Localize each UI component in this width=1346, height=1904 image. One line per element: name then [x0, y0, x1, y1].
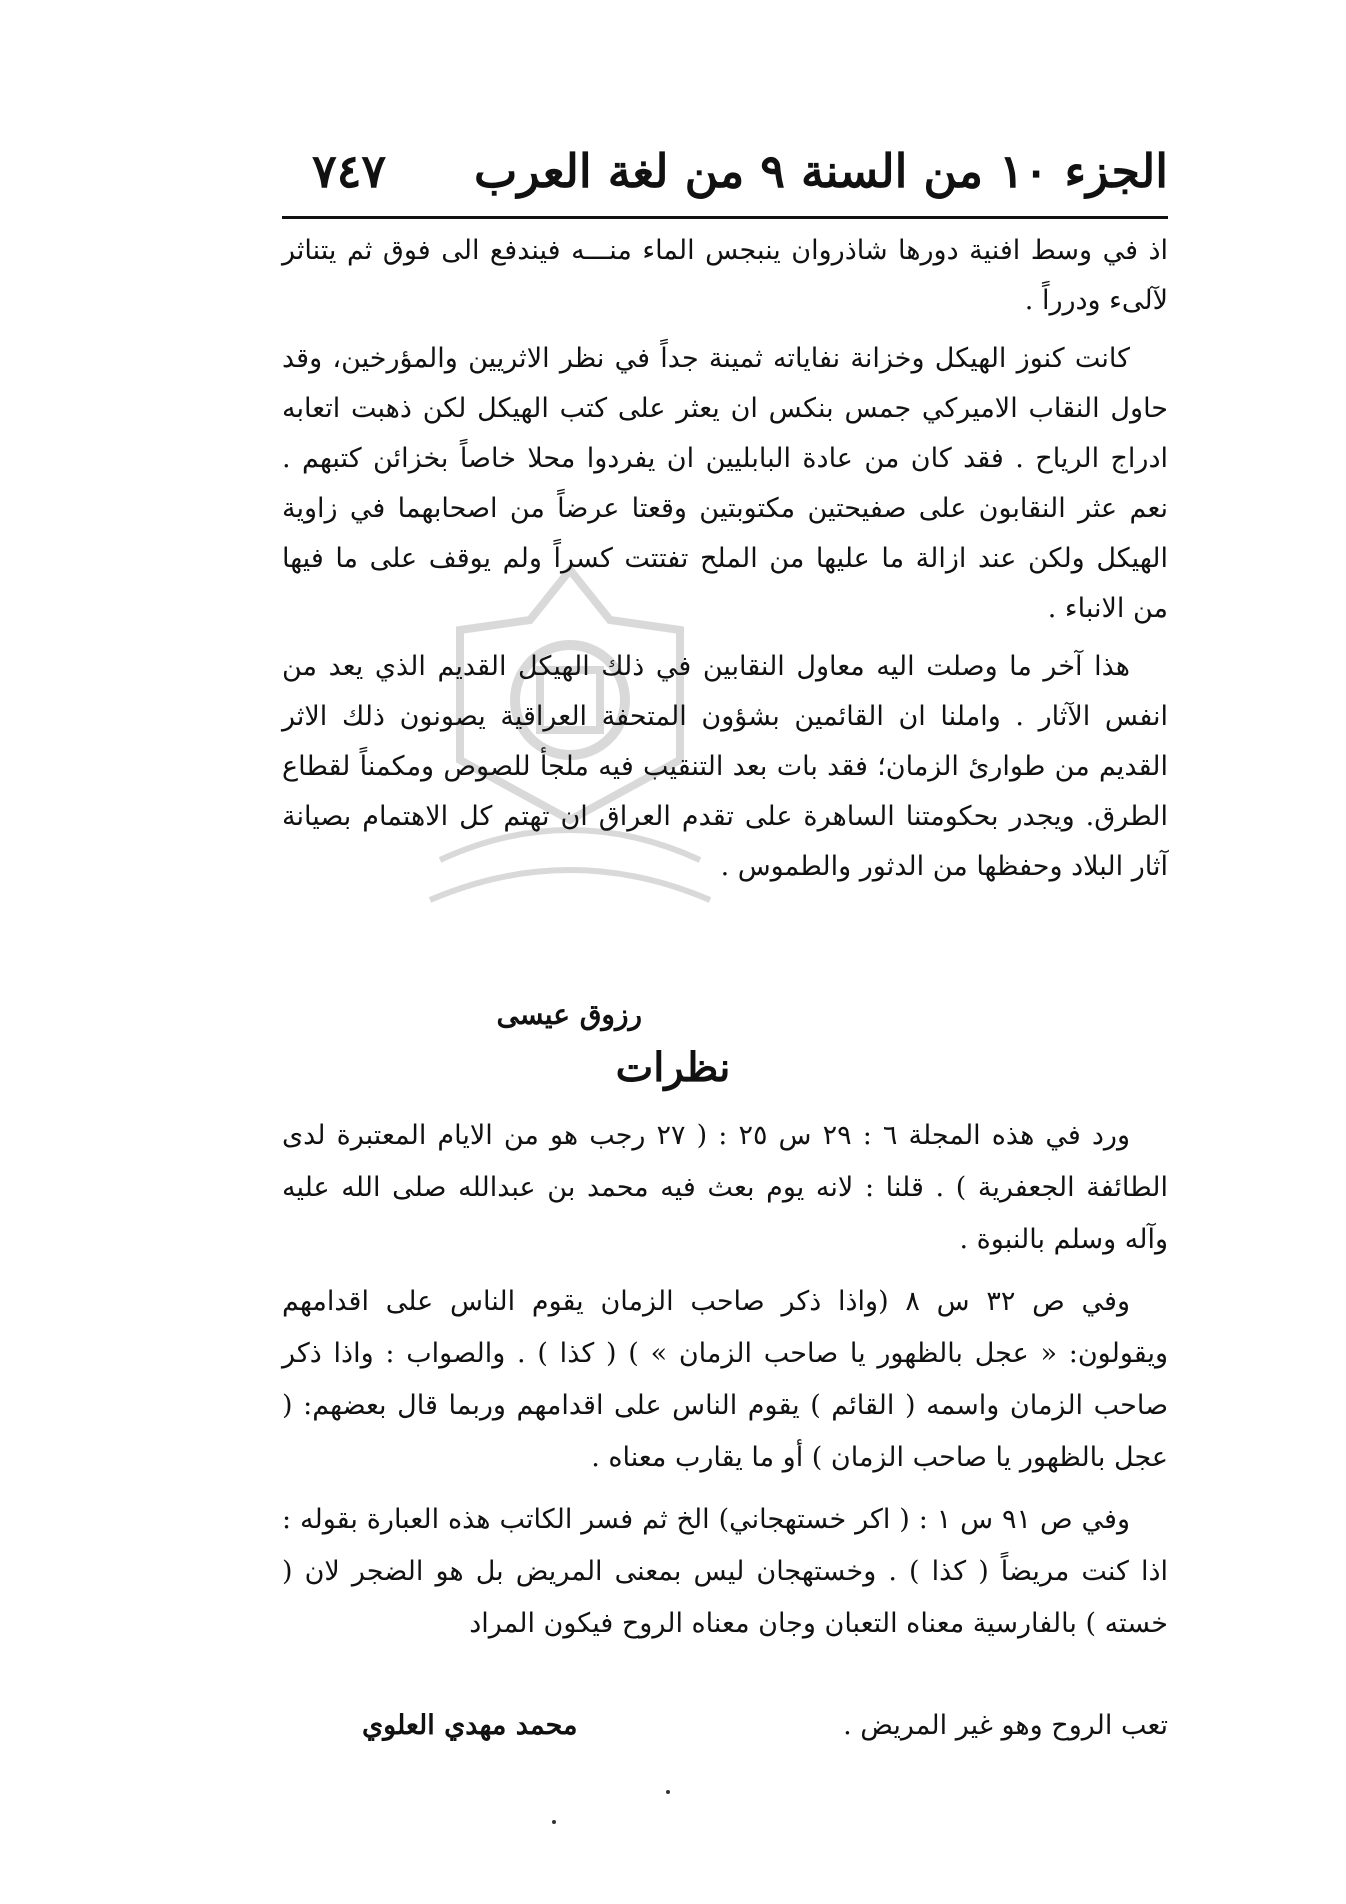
section-author: محمد مهدي العلوي: [362, 1710, 578, 1741]
section-body: [282, 1110, 1168, 1660]
page-number: ٧٤٧: [312, 144, 387, 198]
article-author: رزوق عيسى: [496, 998, 642, 1031]
stray-mark: [666, 1790, 670, 1794]
paragraph: وفي ص ٩١ س ١ : ( اكر خستهجاني) الخ ثم فسر الكاتب هذه العبارة بقوله : اذا كنت مريضاً ( كذا ) . وخستهجان ليس بمعنى المريض بل هو الضجر لان ( خسته ) بالفارسية معناه التعبان وجان معناه الروح فيكون المراد: [282, 1504, 1168, 1639]
section-closing-line: [282, 1710, 1168, 1760]
paragraph: وفي ص ٣٢ س ٨ (واذا ذكر صاحب الزمان يقوم الناس على اقدامهم ويقولون: « عجل بالظهور يا صاحب الزمان » ) ( كذا ) . والصواب : واذا ذكر صاحب الزمان واسمه ( القائم ) يقوم الناس على اقدامهم وربما قال بعضهم: ( عجل بالظهور يا صاحب الزمان ) أو ما يقارب معناه .: [282, 1286, 1168, 1473]
paragraph: اذ في وسط افنية دورها شاذروان ينبجس الماء منـــه فيندفع الى فوق ثم يتناثر لآلىء ودرراً .: [282, 235, 1168, 316]
stray-mark: [552, 1820, 556, 1824]
paragraph: كانت كنوز الهيكل وخزانة نفاياته ثمينة جداً في نظر الاثريين والمؤرخين، وقد حاول النقاب الاميركي جمس بنكس ان يعثر على كتب الهيكل لكن ذهبت اتعابه ادراج الرياح . فقد كان من عادة البابليين ان يفردوا محلا خاصاً بخزائن كتبهم . نعم عثر النقابون على صفيحتين مكتوبتين وقعتا عرضاً من اصحابهما في زاوية الهيكل ولكن عند ازالة ما عليها من الملح تفتتت كسراً ولم يوقف على ما فيها من الانباء .: [282, 343, 1168, 624]
journal-title: الجزء ١٠ من السنة ٩ من لغة العرب: [474, 144, 1168, 198]
closing-text: تعب الروح وهو غير المريض .: [843, 1710, 1168, 1741]
section-title: نظرات: [615, 1044, 731, 1091]
paragraph: ورد في هذه المجلة ٦ : ٢٩ س ٢٥ : ( ٢٧ رجب هو من الايام المعتبرة لدى الطائفة الجعفرية ) . قلنا : لانه يوم بعث فيه محمد بن عبدالله صلى الله عليه وآله وسلم بالنبوة .: [282, 1120, 1168, 1255]
paragraph: هذا آخر ما وصلت اليه معاول النقابين في ذلك الهيكل القديم الذي يعد من انفس الآثار . واملنا ان القائمين بشؤون المتحفة العراقية يصونون ذلك الاثر القديم من طوارئ الزمان؛ فقد بات بعد التنقيب فيه ملجأ للصوص ومكمناً لقطاع الطرق. ويجدر بحكومتنا الساهرة على تقدم العراق ان تهتم كل الاهتمام بصيانة آثار البلاد وحفظها من الدثور والطموس .: [282, 651, 1168, 882]
header-rule: [282, 216, 1168, 219]
article-end-body: [282, 226, 1168, 900]
page-header: [282, 140, 1168, 214]
